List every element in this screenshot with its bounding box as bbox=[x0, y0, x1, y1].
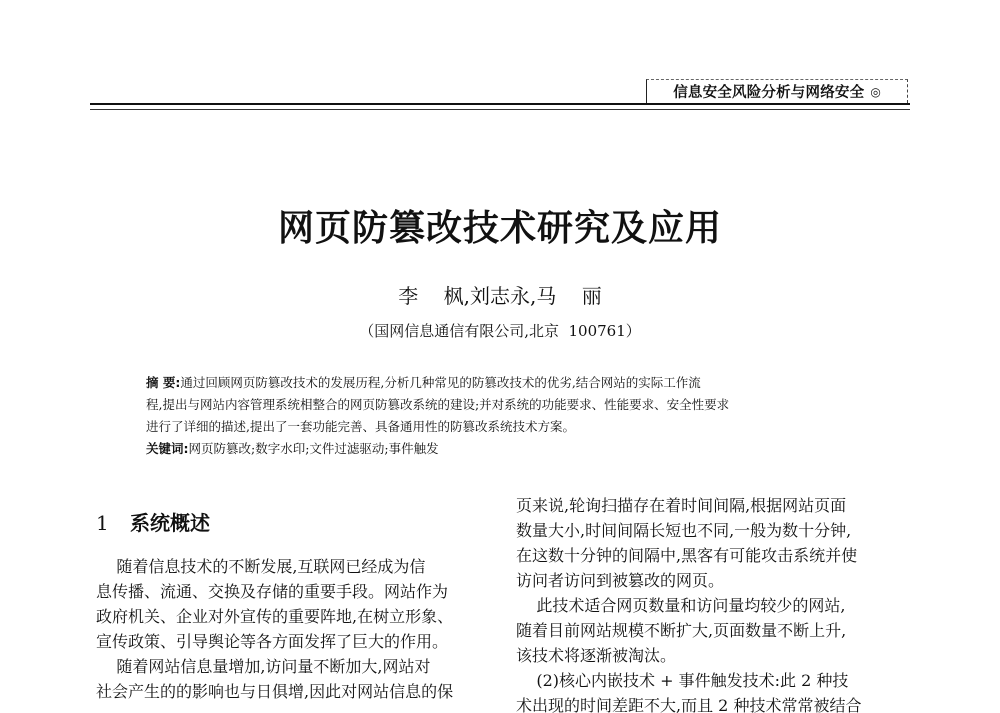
journal-section-title: 信息安全风险分析与网络安全 bbox=[673, 85, 865, 101]
body-line: 政府机关、企业对外宣传的重要阵地,在树立形象、 bbox=[96, 607, 454, 626]
keywords-label: 关键词: bbox=[146, 441, 189, 456]
body-line: (2)核心内嵌技术 + 事件触发技术:此 2 种技 bbox=[516, 671, 849, 690]
body-line: 数量大小,时间间隔长短也不同,一般为数十分钟, bbox=[516, 521, 852, 540]
keywords-line bbox=[146, 438, 864, 460]
abstract-line-2: 程,提出与网站内容管理系统相整合的网页防篡改系统的建设;并对系统的功能要求、性能要求、安全性要求 bbox=[146, 397, 730, 412]
body-line: 随着网站信息量增加,访问量不断加大,网站对 bbox=[96, 657, 431, 676]
header-rule-thick bbox=[90, 103, 910, 105]
abstract-line-3: 进行了详细的描述,提出了一套功能完善、具备通用性的防篡改系统技术方案。 bbox=[146, 419, 575, 434]
body-line: 社会产生的的影响也与日俱增,因此对网站信息的保 bbox=[96, 682, 454, 701]
body-line: 在这数十分钟的间隔中,黑客有可能攻击系统并使 bbox=[516, 546, 858, 565]
abstract-label: 摘 要: bbox=[146, 375, 181, 390]
body-line: 息传播、流通、交换及存储的重要手段。网站作为 bbox=[96, 582, 449, 601]
author-affiliation: （国网信息通信有限公司,北京 100761） bbox=[359, 322, 641, 340]
right-column bbox=[516, 493, 916, 713]
journal-logo-icon: ◎ bbox=[870, 84, 881, 99]
abstract-text: 通过回顾网页防篡改技术的发展历程,分析几种常见的防篡改技术的优劣,结合网站的实际工作流 bbox=[180, 375, 701, 390]
section-title: 系统概述 bbox=[130, 511, 210, 535]
body-line: 随着目前网站规模不断扩大,页面数量不断上升, bbox=[516, 621, 847, 640]
body-line: 访问者访问到被篡改的网页。 bbox=[516, 571, 725, 590]
body-line: 术出现的时间差距不大,而且 2 种技术常常被结合 bbox=[516, 696, 862, 713]
body-line: 此技术适合网页数量和访问量均较少的网站, bbox=[516, 596, 846, 615]
keywords-text: 网页防篡改;数字水印;文件过滤驱动;事件触发 bbox=[188, 441, 439, 456]
article-title: 网页防篡改技术研究及应用 bbox=[277, 208, 722, 249]
abstract-line-1 bbox=[146, 372, 864, 394]
abstract-block bbox=[146, 372, 864, 460]
body-line: 该技术将逐渐被淘汰。 bbox=[516, 646, 677, 665]
article-authors: 李 枫,刘志永,马 丽 bbox=[398, 284, 602, 308]
running-header bbox=[646, 79, 908, 103]
left-column bbox=[96, 490, 496, 704]
section-number: 1 bbox=[96, 511, 109, 535]
body-line: 宣传政策、引导舆论等各方面发挥了巨大的作用。 bbox=[96, 632, 449, 651]
section-heading bbox=[96, 506, 496, 540]
body-line: 页来说,轮询扫描存在着时间间隔,根据网站页面 bbox=[516, 496, 847, 515]
body-line: 随着信息技术的不断发展,互联网已经成为信 bbox=[96, 557, 426, 576]
header-rule-thin bbox=[90, 109, 910, 110]
